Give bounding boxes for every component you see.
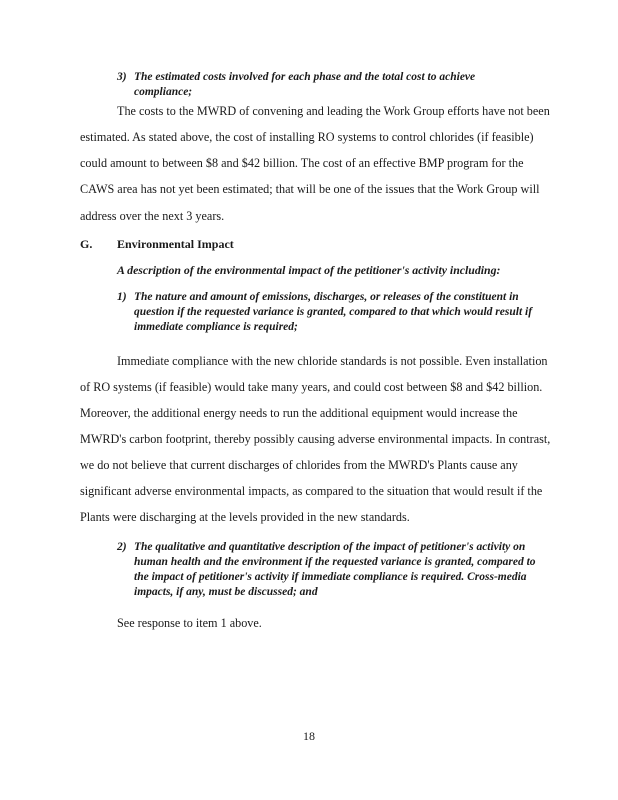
section-g-title: Environmental Impact <box>117 237 234 251</box>
paragraph-1-line-3: could amount to between $8 and $42 billion. The cost of an effective BMP program for the <box>80 156 524 170</box>
item-1-heading <box>117 290 547 335</box>
item-2-heading <box>117 540 547 600</box>
paragraph-1-line-4: CAWS area has not yet been estimated; that will be one of the issues that the Work Group will <box>80 182 540 196</box>
item-3-number: 3) <box>117 71 127 83</box>
item-3-heading <box>117 70 517 100</box>
paragraph-1-line-1: The costs to the MWRD of convening and leading the Work Group efforts have not been <box>117 104 550 118</box>
section-g-intro: A description of the environmental impact of the petitioner's activity including: <box>117 263 501 277</box>
paragraph-2-line-1: Immediate compliance with the new chloride standards is not possible. Even installation <box>117 354 548 368</box>
paragraph-2-line-7: Plants were discharging at the levels provided in the new standards. <box>80 510 410 524</box>
paragraph-1-line-5: address over the next 3 years. <box>80 209 225 223</box>
paragraph-2-line-6: significant adverse environmental impacts, as compared to the situation that would result if the <box>80 484 543 498</box>
item-2-number: 2) <box>117 541 127 553</box>
paragraph-2-line-4: MWRD's carbon footprint, thereby possibly causing adverse environmental impacts. In contrast, <box>80 432 551 446</box>
item-3-text: The estimated costs involved for each phase and the total cost to achieve compliance; <box>134 71 476 98</box>
paragraph-2-line-5: we do not believe that current discharges of chlorides from the MWRD's Plants cause any <box>80 458 518 472</box>
section-g-letter: G. <box>80 237 93 251</box>
paragraph-1-line-2: estimated. As stated above, the cost of installing RO systems to control chlorides (if feasible) <box>80 130 534 144</box>
paragraph-2-line-3: Moreover, the additional energy needs to run the additional equipment would increase the <box>80 406 518 420</box>
paragraph-3: See response to item 1 above. <box>117 616 262 630</box>
paragraph-2-line-2: of RO systems (if feasible) would take many years, and could cost between $8 and $42 billion. <box>80 380 543 394</box>
item-2-text: The qualitative and quantitative description of the impact of petitioner's activity on human health and the environment if the requested variance is granted, compared to the impact of petitioner's activity if immediate compliance is required. Cross-media impacts, if any, must be discussed; and <box>134 541 536 598</box>
item-1-number: 1) <box>117 291 127 303</box>
page-number: 18 <box>303 729 315 743</box>
item-1-text: The nature and amount of emissions, discharges, or releases of the constituent in question if the requested variance is granted, compared to that which would result if immediate compliance is required; <box>134 291 533 333</box>
